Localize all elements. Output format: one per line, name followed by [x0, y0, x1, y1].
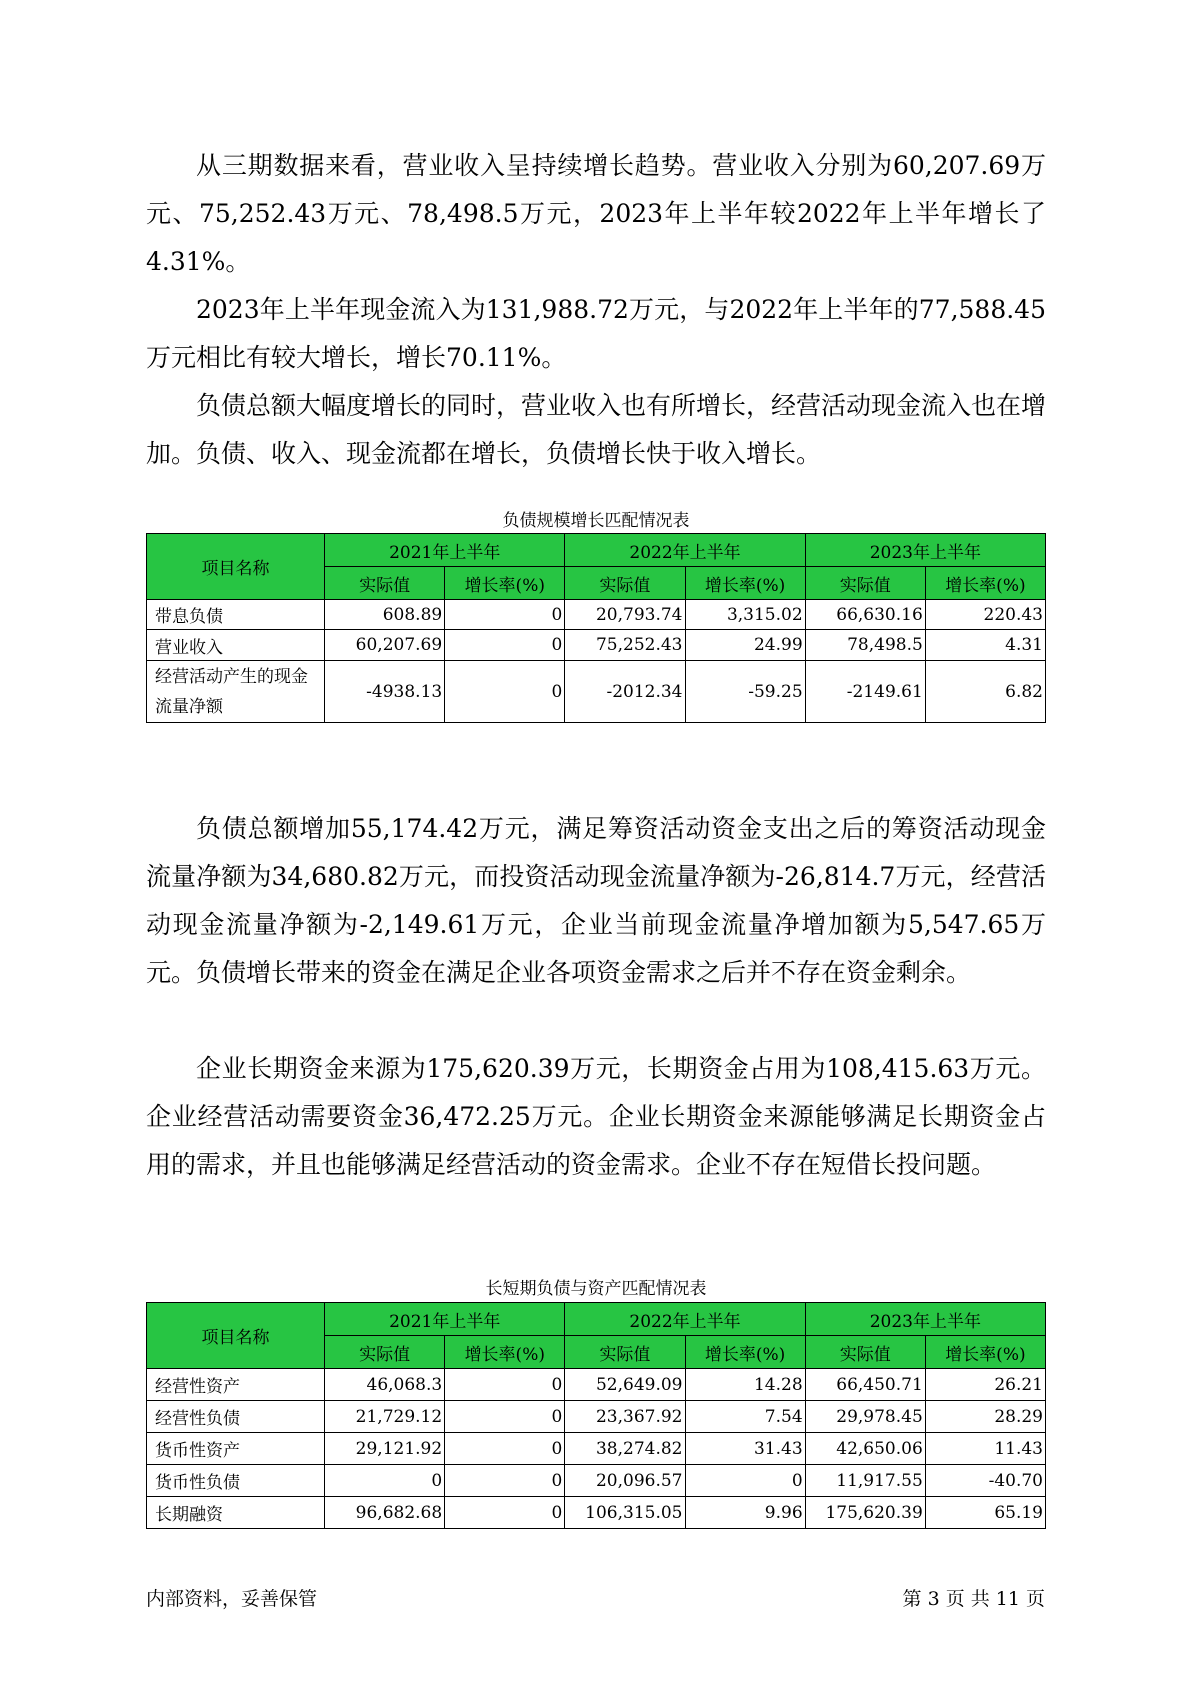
row-label: 货币性负债	[147, 1465, 325, 1497]
row-label: 经营性负债	[147, 1401, 325, 1433]
cell-value: 9.96	[685, 1497, 805, 1529]
cell-value: 220.43	[925, 600, 1045, 630]
header-period-2023: 2023年上半年	[805, 534, 1045, 567]
footer-confidential-note: 内部资料，妥善保管	[146, 1588, 318, 1610]
header-growth: 增长率(%)	[685, 567, 805, 600]
cell-value: 0	[445, 630, 565, 661]
header-actual: 实际值	[565, 567, 685, 600]
cell-value: 14.28	[685, 1369, 805, 1401]
header-actual: 实际值	[325, 1336, 445, 1369]
paragraph-long-term-funds: 企业长期资金来源为175,620.39万元，长期资金占用为108,415.63万元。企业经营活动需要资金36,472.25万元。企业长期资金来源能够满足长期资金占用的需求，并且也能够满足经营活动的资金需求。企业不存在短借长投问题。	[146, 1054, 1046, 1179]
row-label: 经营性资产	[147, 1369, 325, 1401]
row-label: 货币性资产	[147, 1433, 325, 1465]
cell-value: 46,068.3	[325, 1369, 445, 1401]
cell-value: 11.43	[925, 1433, 1045, 1465]
cell-value: -2012.34	[565, 661, 685, 723]
header-growth: 增长率(%)	[925, 1336, 1045, 1369]
cell-value: 7.54	[685, 1401, 805, 1433]
debt-growth-match-table	[146, 533, 1046, 723]
cell-value: 42,650.06	[805, 1433, 925, 1465]
header-actual: 实际值	[325, 567, 445, 600]
cell-value: 0	[445, 1369, 565, 1401]
cell-value: 0	[445, 600, 565, 630]
table-row	[147, 600, 1046, 630]
cell-value: 29,978.45	[805, 1401, 925, 1433]
cell-value: 608.89	[325, 600, 445, 630]
paragraph-debt-growth: 负债总额大幅度增长的同时，营业收入也有所增长，经营活动现金流入也在增加。负债、收入、现金流都在增长，负债增长快于收入增长。	[146, 391, 1047, 468]
cell-value: 0	[445, 1433, 565, 1465]
row-label: 长期融资	[147, 1497, 325, 1529]
header-period-2023: 2023年上半年	[805, 1303, 1045, 1336]
table-row	[147, 1465, 1046, 1497]
table-row	[147, 661, 1046, 723]
cell-value: 175,620.39	[805, 1497, 925, 1529]
cell-value: 26.21	[925, 1369, 1045, 1401]
table2-caption: 长短期负债与资产匹配情况表	[485, 1279, 707, 1299]
header-period-2022: 2022年上半年	[565, 534, 805, 567]
cell-value: 24.99	[685, 630, 805, 661]
debt-asset-match-table	[146, 1302, 1046, 1529]
cell-value: 60,207.69	[325, 630, 445, 661]
header-period-2021: 2021年上半年	[325, 534, 565, 567]
cell-value: 0	[445, 661, 565, 723]
cell-value: 29,121.92	[325, 1433, 445, 1465]
cell-value: 96,682.68	[325, 1497, 445, 1529]
cell-value: 3,315.02	[685, 600, 805, 630]
header-growth: 增长率(%)	[445, 567, 565, 600]
cell-value: 20,096.57	[565, 1465, 685, 1497]
table1-caption: 负债规模增长匹配情况表	[502, 511, 690, 531]
header-item-name: 项目名称	[147, 1303, 325, 1369]
cell-value: 20,793.74	[565, 600, 685, 630]
cell-value: 23,367.92	[565, 1401, 685, 1433]
cell-value: 66,630.16	[805, 600, 925, 630]
cell-value: -40.70	[925, 1465, 1045, 1497]
header-period-2022: 2022年上半年	[565, 1303, 805, 1336]
cell-value: 75,252.43	[565, 630, 685, 661]
header-growth: 增长率(%)	[925, 567, 1045, 600]
paragraph-cash-inflow: 2023年上半年现金流入为131,988.72万元，与2022年上半年的77,588.45万元相比有较大增长，增长70.11%。	[146, 295, 1046, 372]
cell-value: 28.29	[925, 1401, 1045, 1433]
cell-value: 0	[445, 1497, 565, 1529]
row-label: 经营活动产生的现金流量净额	[147, 661, 325, 723]
table-row	[147, 1433, 1046, 1465]
header-growth: 增长率(%)	[685, 1336, 805, 1369]
header-actual: 实际值	[565, 1336, 685, 1369]
cell-value: -4938.13	[325, 661, 445, 723]
cell-value: 66,450.71	[805, 1369, 925, 1401]
paragraph-debt-cashflow: 负债总额增加55,174.42万元，满足筹资活动资金支出之后的筹资活动现金流量净额为34,680.82万元，而投资活动现金流量净额为-26,814.7万元，经营活动现金流量净额为-2,149.61万元，企业当前现金流量净增加额为5,547.65万元。负债增长带来的资金在满足企业各项资金需求之后并不存在资金剩余。	[146, 814, 1046, 987]
cell-value: 52,649.09	[565, 1369, 685, 1401]
cell-value: -59.25	[685, 661, 805, 723]
cell-value: 0	[325, 1465, 445, 1497]
table-row	[147, 1497, 1046, 1529]
cell-value: 38,274.82	[565, 1433, 685, 1465]
cell-value: 21,729.12	[325, 1401, 445, 1433]
cell-value: 11,917.55	[805, 1465, 925, 1497]
cell-value: -2149.61	[805, 661, 925, 723]
paragraph-revenue-trend: 从三期数据来看，营业收入呈持续增长趋势。营业收入分别为60,207.69万元、75,252.43万元、78,498.5万元，2023年上半年较2022年上半年增长了4.31%。	[146, 151, 1046, 276]
row-label: 营业收入	[147, 630, 325, 661]
row-label: 带息负债	[147, 600, 325, 630]
header-item-name: 项目名称	[147, 534, 325, 600]
cell-value: 0	[445, 1465, 565, 1497]
table-row	[147, 1401, 1046, 1433]
table-row	[147, 1369, 1046, 1401]
header-actual: 实际值	[805, 567, 925, 600]
cell-value: 65.19	[925, 1497, 1045, 1529]
cell-value: 0	[685, 1465, 805, 1497]
header-actual: 实际值	[805, 1336, 925, 1369]
table-row	[147, 630, 1046, 661]
cell-value: 106,315.05	[565, 1497, 685, 1529]
header-growth: 增长率(%)	[445, 1336, 565, 1369]
footer-page-number: 第 3 页 共 11 页	[902, 1588, 1045, 1610]
cell-value: 0	[445, 1401, 565, 1433]
cell-value: 4.31	[925, 630, 1045, 661]
cell-value: 31.43	[685, 1433, 805, 1465]
cell-value: 6.82	[925, 661, 1045, 723]
cell-value: 78,498.5	[805, 630, 925, 661]
header-period-2021: 2021年上半年	[325, 1303, 565, 1336]
